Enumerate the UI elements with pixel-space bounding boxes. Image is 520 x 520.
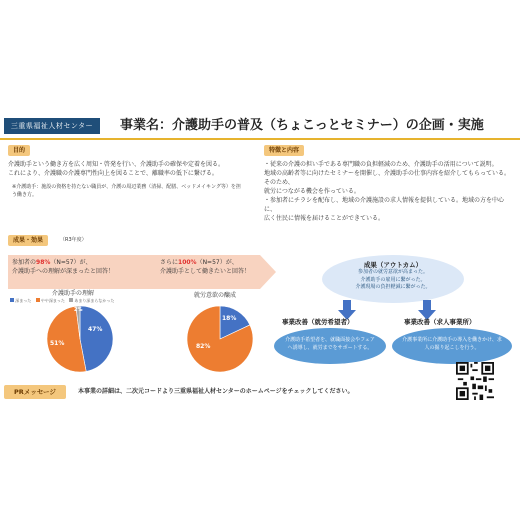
title-divider <box>0 138 520 140</box>
improve1-title: 事業改善（就労希望者） <box>282 318 354 326</box>
results-year: （R3年度） <box>60 237 87 243</box>
qr-code-icon[interactable] <box>456 362 494 400</box>
result-1-post: （N=57）が、 <box>50 259 92 266</box>
features-line-1: ・従来の介護の担い手である専門職の負担軽減のため、介護助手の活用について説明。 <box>264 161 498 168</box>
results-tag: 成果・効果 <box>8 235 48 246</box>
result-1 <box>12 258 142 276</box>
pie1-legend-1: やや深まった <box>40 298 65 303</box>
features-text <box>264 160 514 223</box>
purpose-text <box>8 160 253 178</box>
pie1-legend-2: あまり深まらなかった <box>74 298 115 303</box>
org-label: 三重県福祉人材センター <box>4 118 100 134</box>
improve1-bubble <box>274 328 386 364</box>
features-line-3: 就労につながる機会を作っている。 <box>264 188 360 195</box>
pie2-chart <box>186 305 254 373</box>
purpose-line-1: 介護助手という働き方を広く周知・啓発を行い、介護助手の確保や定着を図る。 <box>8 161 225 168</box>
pr-text: 本事業の詳細は、二次元コードより三重県福祉人材センターのホームページをチェックしてください。 <box>78 388 354 395</box>
result-1-line-b: 介護助手への理解が深まったと回答！ <box>12 268 115 275</box>
pie1-label-1: 51% <box>50 340 65 347</box>
features-line-2: 地域の高齢者等に向けたセミナーを開催し、介護助手の仕事内容を紹介してもらっている。そのため、 <box>264 170 511 186</box>
pie2-title: 就労意欲の醸成 <box>194 292 237 299</box>
outcome-line-3: 介護現場の負担軽減に繋がった。 <box>355 284 431 290</box>
page-title: 事業名：介護助手の普及（ちょこっとセミナー）の企画・実施 <box>120 118 484 133</box>
result-2-post: （N=57）が、 <box>196 259 238 266</box>
slide <box>0 100 520 412</box>
outcome-bubble <box>322 255 464 303</box>
result-2-pre: さらに <box>160 259 179 266</box>
outcome-line-2: 介護助手の雇用に繋がった。 <box>360 276 426 283</box>
pr-label: PRメッセージ <box>4 385 66 399</box>
improve2-text: 介護事業所に介護助手の導入を働きかけ、求人の掘り起こしを行う。 <box>402 337 502 351</box>
features-tag: 特徴と内容 <box>264 145 304 156</box>
pie1-label-0: 47% <box>88 326 103 333</box>
pie2-label-1: 82% <box>196 343 211 350</box>
features-line-5: 広く住民に情報を届けることができている。 <box>264 215 385 222</box>
outcome-title: 成果（アウトカム） <box>363 261 423 269</box>
pie1-legend-0: 深まった <box>15 298 32 303</box>
result-2-pct: 100% <box>178 259 197 266</box>
pie2-label-0: 18% <box>222 315 237 322</box>
outcome-line-1: 参加者の就労意欲が高まった。 <box>357 269 428 275</box>
improve2-title: 事業改善（求人事業所） <box>404 318 476 326</box>
features-line-4: ・参加者にチラシを配布し、地域の介護施設の求人情報を提供している。地域の方を中心に、 <box>264 197 505 213</box>
result-2 <box>160 258 280 276</box>
result-2-line-b: 介護助手として働きたいと回答！ <box>160 268 251 275</box>
pie1-title: 介護助手の理解 <box>52 290 95 297</box>
pie1-label-2: 2% <box>74 307 83 313</box>
improve2-bubble <box>392 328 512 364</box>
purpose-tag: 目的 <box>8 145 30 156</box>
pie1-slice-0 <box>80 306 113 371</box>
result-1-pre: 参加者の <box>12 259 37 266</box>
pie1-chart <box>46 305 114 373</box>
purpose-line-2: これにより、介護職の介護専門性向上を図ることで、離職率の低下に繋げる。 <box>8 170 218 177</box>
pie1-legend <box>10 298 140 304</box>
improve1-text: 介護助手希望者を、就職面接会やフェアへ誘導し、就労までをサポートする。 <box>285 337 375 351</box>
purpose-note: ※介護助手：施設の資格を持たない職員が、介護の周辺業務（清掃、配膳、ベッドメイキング等）を担う働き方。 <box>12 184 241 198</box>
result-1-pct: 98% <box>36 259 51 266</box>
